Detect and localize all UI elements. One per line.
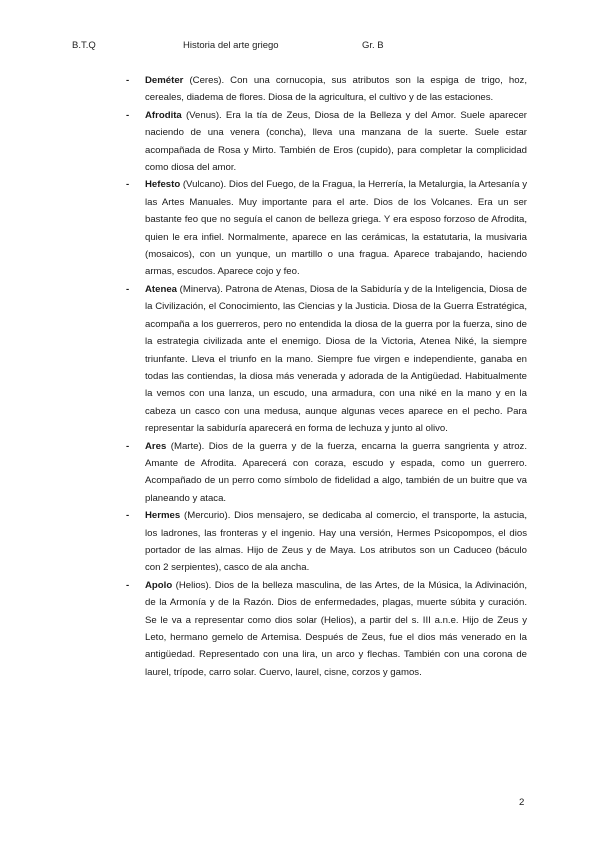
bullet-dash: - [126, 109, 130, 121]
god-name: Atenea [145, 283, 177, 295]
god-description: (Ceres). Con una cornucopia, sus atributos son la espiga de trigo, hoz, cereales, diadema de flores. Diosa de la agricultura, el cultivo y de las estaciones. [145, 75, 527, 104]
bullet-dash: - [126, 440, 130, 452]
header-title: Historia del arte griego [183, 40, 279, 51]
bullet-dash: - [126, 179, 130, 191]
bullet-dash: - [126, 75, 130, 86]
god-name: Deméter [145, 75, 184, 86]
god-description: (Mercurio). Dios mensajero, se dedicaba al comercio, el transporte, la astucia, los ladrones, las fronteras y el ingenio. Hay una versión, Hermes Psicopompos, el dios portador de las almas. Hijo de Zeus y de Maya. Los atributos son un Caduceo (báculo con 2 serpientes), casco de ala ancha. [145, 510, 527, 574]
header-author: B.T.Q [72, 40, 96, 51]
god-name: Apolo [145, 579, 173, 591]
god-list [126, 72, 527, 681]
list-item-demeter [126, 72, 527, 107]
list-item-hermes [126, 507, 527, 577]
page-number: 2 [519, 797, 525, 808]
god-name: Ares [145, 440, 167, 452]
list-item-hefesto [126, 176, 527, 280]
bullet-dash: - [126, 510, 130, 522]
list-item-atenea [126, 281, 527, 438]
god-name: Afrodita [145, 109, 182, 121]
god-name: Hefesto [145, 179, 181, 191]
god-description: (Minerva). Patrona de Atenas, Diosa de la Sabiduría y de la Inteligencia, Diosa de la Civilización, el Conocimiento, las Ciencias y la Justicia. Diosa de la Guerra Estratégica, acompaña a los guerreros, pero no entendida la diosa de la guerra por la fuerza, sino de la estrategia civilizada ante el enemigo. Diosa de la Victoria, Atenea Niké, la siempre triunfante. Lleva el triunfo en la mano. Siempre fue virgen e independiente, ganaba en todas las contiendas, la diosa más venerada y adorada de la Antigüedad. Habitualmente la vemos con una lanza, un escudo, una armadura, con una niké en la mano y en la cabeza un casco con una medusa, aunque algunas veces aparece en el pecho. Para representar la sabiduría aparecerá en forma de lechuza y junto al olivo. [145, 283, 527, 435]
god-description: (Vulcano). Dios del Fuego, de la Fragua, la Herrería, la Metalurgia, la Artesanía y las Artes Manuales. Muy importante para el arte. Dios de los Volcanes. Era un ser bastante feo que no seguía el canon de belleza griega. Y era esposo forzoso de Afrodita, quien le era infiel. Normalmente, aparece en las cerámicas, la estatutaria, la musivaria (mosaicos), con un yunque, un martillo o una fragua. Aparece trabajando, haciendo armas, escudos. Aparece cojo y feo. [145, 179, 527, 278]
bullet-dash: - [126, 283, 130, 295]
bullet-dash: - [126, 579, 130, 591]
list-item-ares [126, 438, 527, 508]
god-description: (Marte). Dios de la guerra y de la fuerza, encarna la guerra sangrienta y atroz. Amante de Afrodita. Aparecerá con coraza, escudo y espada, como un guerrero. Acompañado de un perro como símbolo de fidelidad a algo, también de un buitre que va planeando y ataca. [145, 440, 527, 504]
god-description: (Helios). Dios de la belleza masculina, de las Artes, de la Música, la Adivinación, de la Armonía y de la Razón. Dios de enfermedades, plagas, muerte súbita y curación. Se le va a representar como dios solar (Helios), a partir del s. III a.n.e. Hijo de Zeus y Leto, hermano gemelo de Artemisa. Después de Zeus, fue el dios más venerado en la antigüedad. Representado con una lira, un arco y flechas. También con una corona de laurel, trípode, carro solar. Cuervo, laurel, cisne, corzos y gamos. [145, 579, 527, 678]
page-header [0, 40, 600, 54]
header-group: Gr. B [362, 40, 384, 51]
god-name: Hermes [145, 510, 181, 522]
list-item-apolo [126, 577, 527, 681]
god-description: (Venus). Era la tía de Zeus, Diosa de la Belleza y del Amor. Suele aparecer naciendo de una venera (concha), lleva una manzana de la suerte. Suele estar acompañada de Rosa y Mirto. También de Eros (cupido), para completar la complicidad como diosa del amor. [145, 109, 527, 174]
list-item-afrodita [126, 107, 527, 177]
